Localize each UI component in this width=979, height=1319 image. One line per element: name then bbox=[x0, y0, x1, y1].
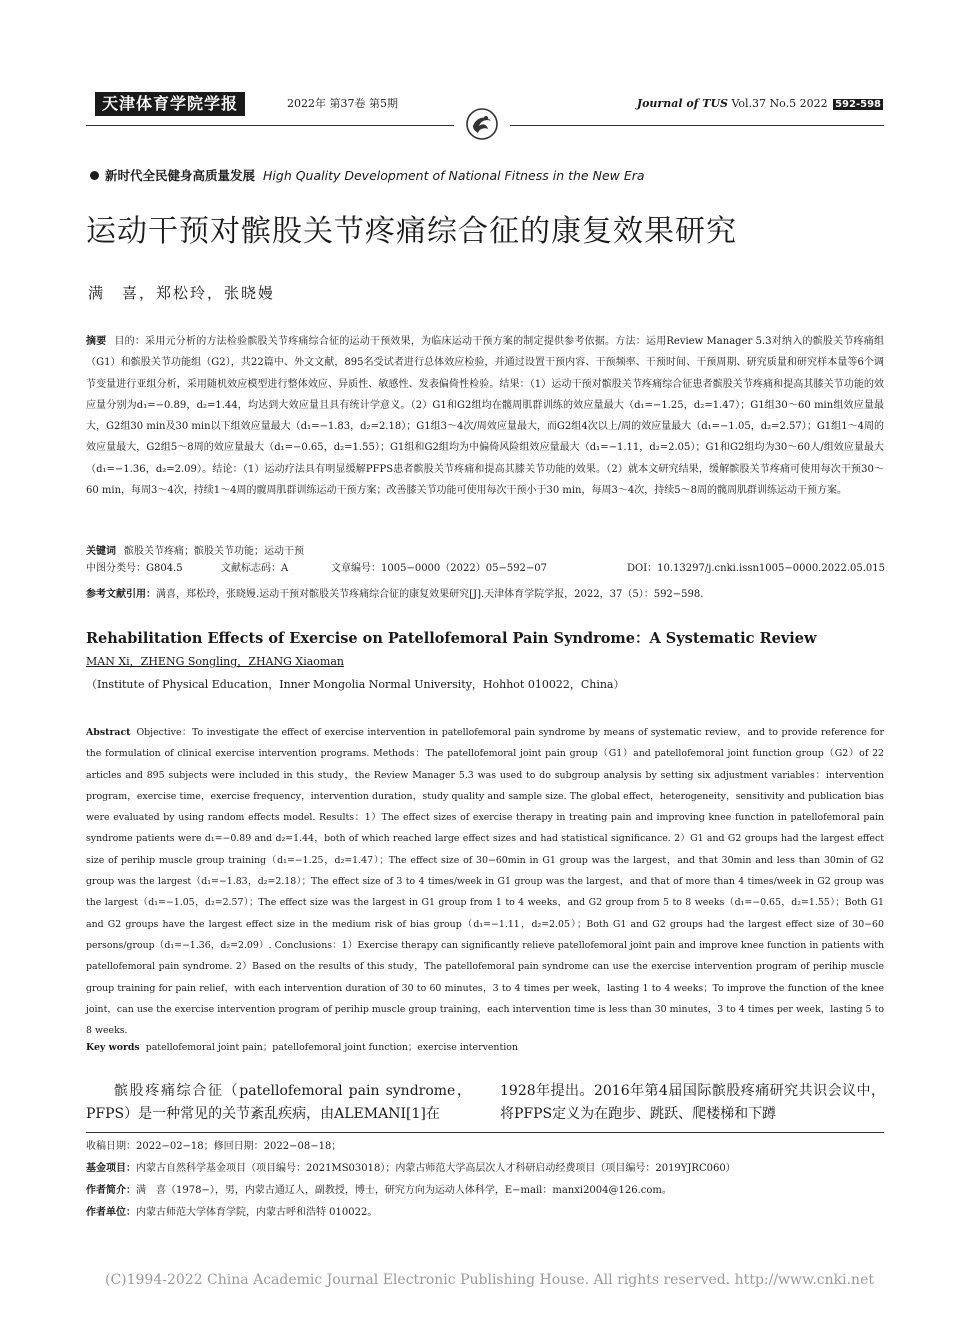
author-bio bbox=[86, 1184, 884, 1198]
section-tag-cn: 新时代全民健身高质量发展 bbox=[105, 168, 256, 183]
abstract-cn bbox=[86, 331, 884, 501]
document-code: 文献标志码：A bbox=[221, 563, 289, 574]
article-title-cn: 运动干预对髌股关节疼痛综合征的康复效果研究 bbox=[86, 214, 737, 249]
authors-cn: 满 喜，郑松玲，张晓嫚 bbox=[88, 284, 276, 302]
citation-label: 参考文献引用： bbox=[86, 589, 156, 600]
author-bio-label: 作者简介： bbox=[86, 1185, 136, 1196]
issue-info-cn: 2022年 第37卷 第5期 bbox=[287, 97, 398, 110]
section-tag-en: High Quality Development of National Fitness in the New Era bbox=[263, 168, 645, 183]
article-number: 文章编号：1005−0000（2022）05−592−07 bbox=[331, 563, 548, 574]
author-unit-text: 内蒙古师范大学体育学院，内蒙古呼和浩特 010022。 bbox=[136, 1207, 378, 1218]
received-date: 收稿日期：2022−02−18；修回日期：2022−08−18； bbox=[86, 1141, 342, 1152]
footnote-rule bbox=[86, 1132, 884, 1133]
abstract-label-en: Abstract bbox=[86, 727, 131, 738]
issue-info-en bbox=[637, 96, 883, 113]
author-unit bbox=[86, 1206, 884, 1220]
journal-logo: 天津体育学院学报 bbox=[95, 92, 245, 116]
journal-emblem-icon bbox=[464, 106, 500, 142]
abstract-text-en: Objective：To investigate the effect of exercise intervention in patellofemoral pain syndrome by means of systematic review，and to provide reference for the formulation of clinical exercise intervention programs. Methods：The patellofemoral joint pain group（G1）and patellofemoral joint function group（G2）of 22 articles and 895 subjects were included in this study，the Review Manager 5.3 was used to do subgroup analysis by setting six adjustment variables：intervention program，exercise time，exercise frequency，intervention duration，study quality and sample size. The global effect，heterogeneity，sensitivity and publication bias were evaluated by using random effects model. Results：1）The effect sizes of exercise therapy in treating pain and improving knee function in patellofemoral pain syndrome patients were d₁=−0.89 and d₂=1.44，both of which reached large effect sizes and had statistical significance. 2）G1 and G2 groups had the largest effect size of perihip muscle group training（d₁=−1.25，d₂=1.47）；The effect size of 30−60min in G1 group was the largest，and that 30min and less than 30min of G2 group was the largest（d₁=−1.83，d₂=2.18）；The effect size of 3 to 4 times/week in G1 group was the largest，and that of more than 4 times/week in G2 group was the largest（d₁=−1.05，d₂=2.57）；The effect size was the largest in G1 group from 1 to 4 weeks，and G2 group from 5 to 8 weeks（d₁=−0.65，d₂=1.55）；Both G1 and G2 groups have the largest effect size in the medium risk of bias group（d₁=−1.11，d₂=2.05）；Both G1 and G2 groups had the largest effect size of 30−60 persons/group（d₁=−1.36，d₂=2.09）. Conclusions：1）Exercise therapy can significantly relieve patellofemoral joint pain and improve knee function in patients with patellofemoral pain syndrome. 2）Based on the results of this study，The patellofemoral pain syndrome can use the exercise intervention program of perihip muscle group training for pain relief，with each intervention duration of 30 to 60 minutes，3 to 4 times per week，lasting 1 to 4 weeks；To improve the function of the knee joint，can use the exercise intervention program of perihip muscle group training，each intervention time is less than 30 minutes，3 to 4 times per week，lasting 5 to 8 weeks. bbox=[86, 727, 884, 1037]
keywords-text-en: patellofemoral joint pain；patellofemoral joint function；exercise intervention bbox=[145, 1042, 518, 1053]
article-title-en: Rehabilitation Effects of Exercise on Patellofemoral Pain Syndrome：A Systematic Review bbox=[86, 630, 817, 647]
fund-label: 基金项目： bbox=[86, 1163, 136, 1174]
abstract-text-cn: 目的：采用元分析的方法检验髌股关节疼痛综合征的运动干预效果，为临床运动干预方案的制定提供参考依据。方法：运用Review Manager 5.3对纳入的髌股关节疼痛组（G1）和髌股关节功能组（G2），共22篇中、外文文献，895名受试者进行总体效应检验，并通过设置干预内容、干预频率、干预时间、干预周期、研究质量和研究样本量等6个调节变量进行亚组分析，采用随机效应模型进行整体效应、异质性、敏感性、发表偏倚性检验。结果：（1）运动干预对髌股关节疼痛综合征患者髌股关节疼痛和提高其膝关节功能的效应量分别为d₁=−0.89，d₂=1.44，均达到大效应量且具有统计学意义。（2）G1和G2组均在髋周肌群训练的效应量最大（d₁=−1.25，d₂=1.47）；G1组30～60 min组效应量最大，G2组30 min及30 min以下组效应量最大（d₁=−1.83，d₂=2.18）；G1组3～4次/周效应量最大，而G2组4次以上/周的效应量最大（d₁=−1.05，d₂=2.57）；G1组1～4周的效应量最大，G2组5～8周的效应量最大（d₁=−0.65，d₂=1.55）；G1组和G2组均为中偏倚风险组效应量最大（d₁=−1.11，d₂=2.05）；G1和G2组均为30～60人/组效应量最大（d₁=−1.36，d₂=2.09）。结论：（1）运动疗法具有明显缓解PFPS患者髌股关节疼痛和提高其膝关节功能的效果。（2）就本文研究结果，缓解髌股关节疼痛可使用每次干预30～60 min，每周3～4次，持续1～4周的髋周肌群训练运动干预方案；改善膝关节功能可使用每次干预小于30 min，每周3～4次，持续5～8周的髋周肌群训练运动干预方案。 bbox=[86, 336, 884, 497]
citation-text: 满喜，郑松玲，张晓嫚.运动干预对髌股关节疼痛综合征的康复效果研究[J].天津体育学院学报，2022，37（5）：592−598. bbox=[156, 589, 704, 600]
author-unit-label: 作者单位： bbox=[86, 1207, 136, 1218]
page-range: 592-598 bbox=[835, 99, 881, 110]
authors-en: MAN Xi，ZHENG Songling，ZHANG Xiaoman bbox=[86, 655, 344, 668]
journal-name-en: Journal of TUS bbox=[636, 97, 728, 110]
body-text-left-column: 髌股疼痛综合征（patellofemoral pain syndrome，PFPS）是一种常见的关节紊乱疾病，由ALEMANI[1]在 bbox=[86, 1083, 471, 1122]
header-rule-left bbox=[86, 125, 454, 126]
citation bbox=[86, 584, 884, 605]
keywords-text-cn: 髌股关节疼痛；髌股关节功能；运动干预 bbox=[124, 546, 304, 557]
keywords-label-cn: 关键词 bbox=[86, 546, 116, 557]
abstract-label-cn: 摘要 bbox=[86, 336, 107, 347]
fund-text: 内蒙古自然科学基金项目（项目编号：2021MS03018）；内蒙古师范大学高层次人才科研启动经费项目（项目编号：2019YJRC060） bbox=[136, 1163, 736, 1174]
affiliation-en: （Institute of Physical Education，Inner Mongolia Normal University，Hohhot 010022，China） bbox=[86, 678, 625, 691]
keywords-label-en: Key words bbox=[86, 1042, 140, 1053]
header-rule-right bbox=[510, 125, 884, 126]
clc-number: 中图分类号：G804.5 bbox=[86, 563, 183, 574]
body-text-right-column: 1928年提出。2016年第4届国际髌股疼痛研究共识会议中，将PFPS定义为在跑步、跳跃、爬楼梯和下蹲 bbox=[500, 1083, 885, 1122]
keywords-cn bbox=[86, 541, 884, 562]
doi: DOI：10.13297/j.cnki.issn1005−0000.2022.05.015 bbox=[627, 563, 885, 574]
bullet-icon bbox=[90, 171, 99, 180]
section-tag bbox=[90, 168, 645, 184]
author-bio-text: 满 喜（1978−），男，内蒙古通辽人，副教授，博士，研究方向为运动人体科学，E−mail：manxi2004@126.com。 bbox=[136, 1185, 672, 1196]
volume-info-en: Vol.37 No.5 2022 bbox=[731, 97, 828, 110]
fund-info bbox=[86, 1162, 884, 1176]
copyright-notice: (C)1994-2022 China Academic Journal Electronic Publishing House. All rights reserved. http://www.cnki.net bbox=[104, 1272, 874, 1288]
keywords-en bbox=[86, 1037, 884, 1058]
abstract-en bbox=[86, 722, 884, 1041]
